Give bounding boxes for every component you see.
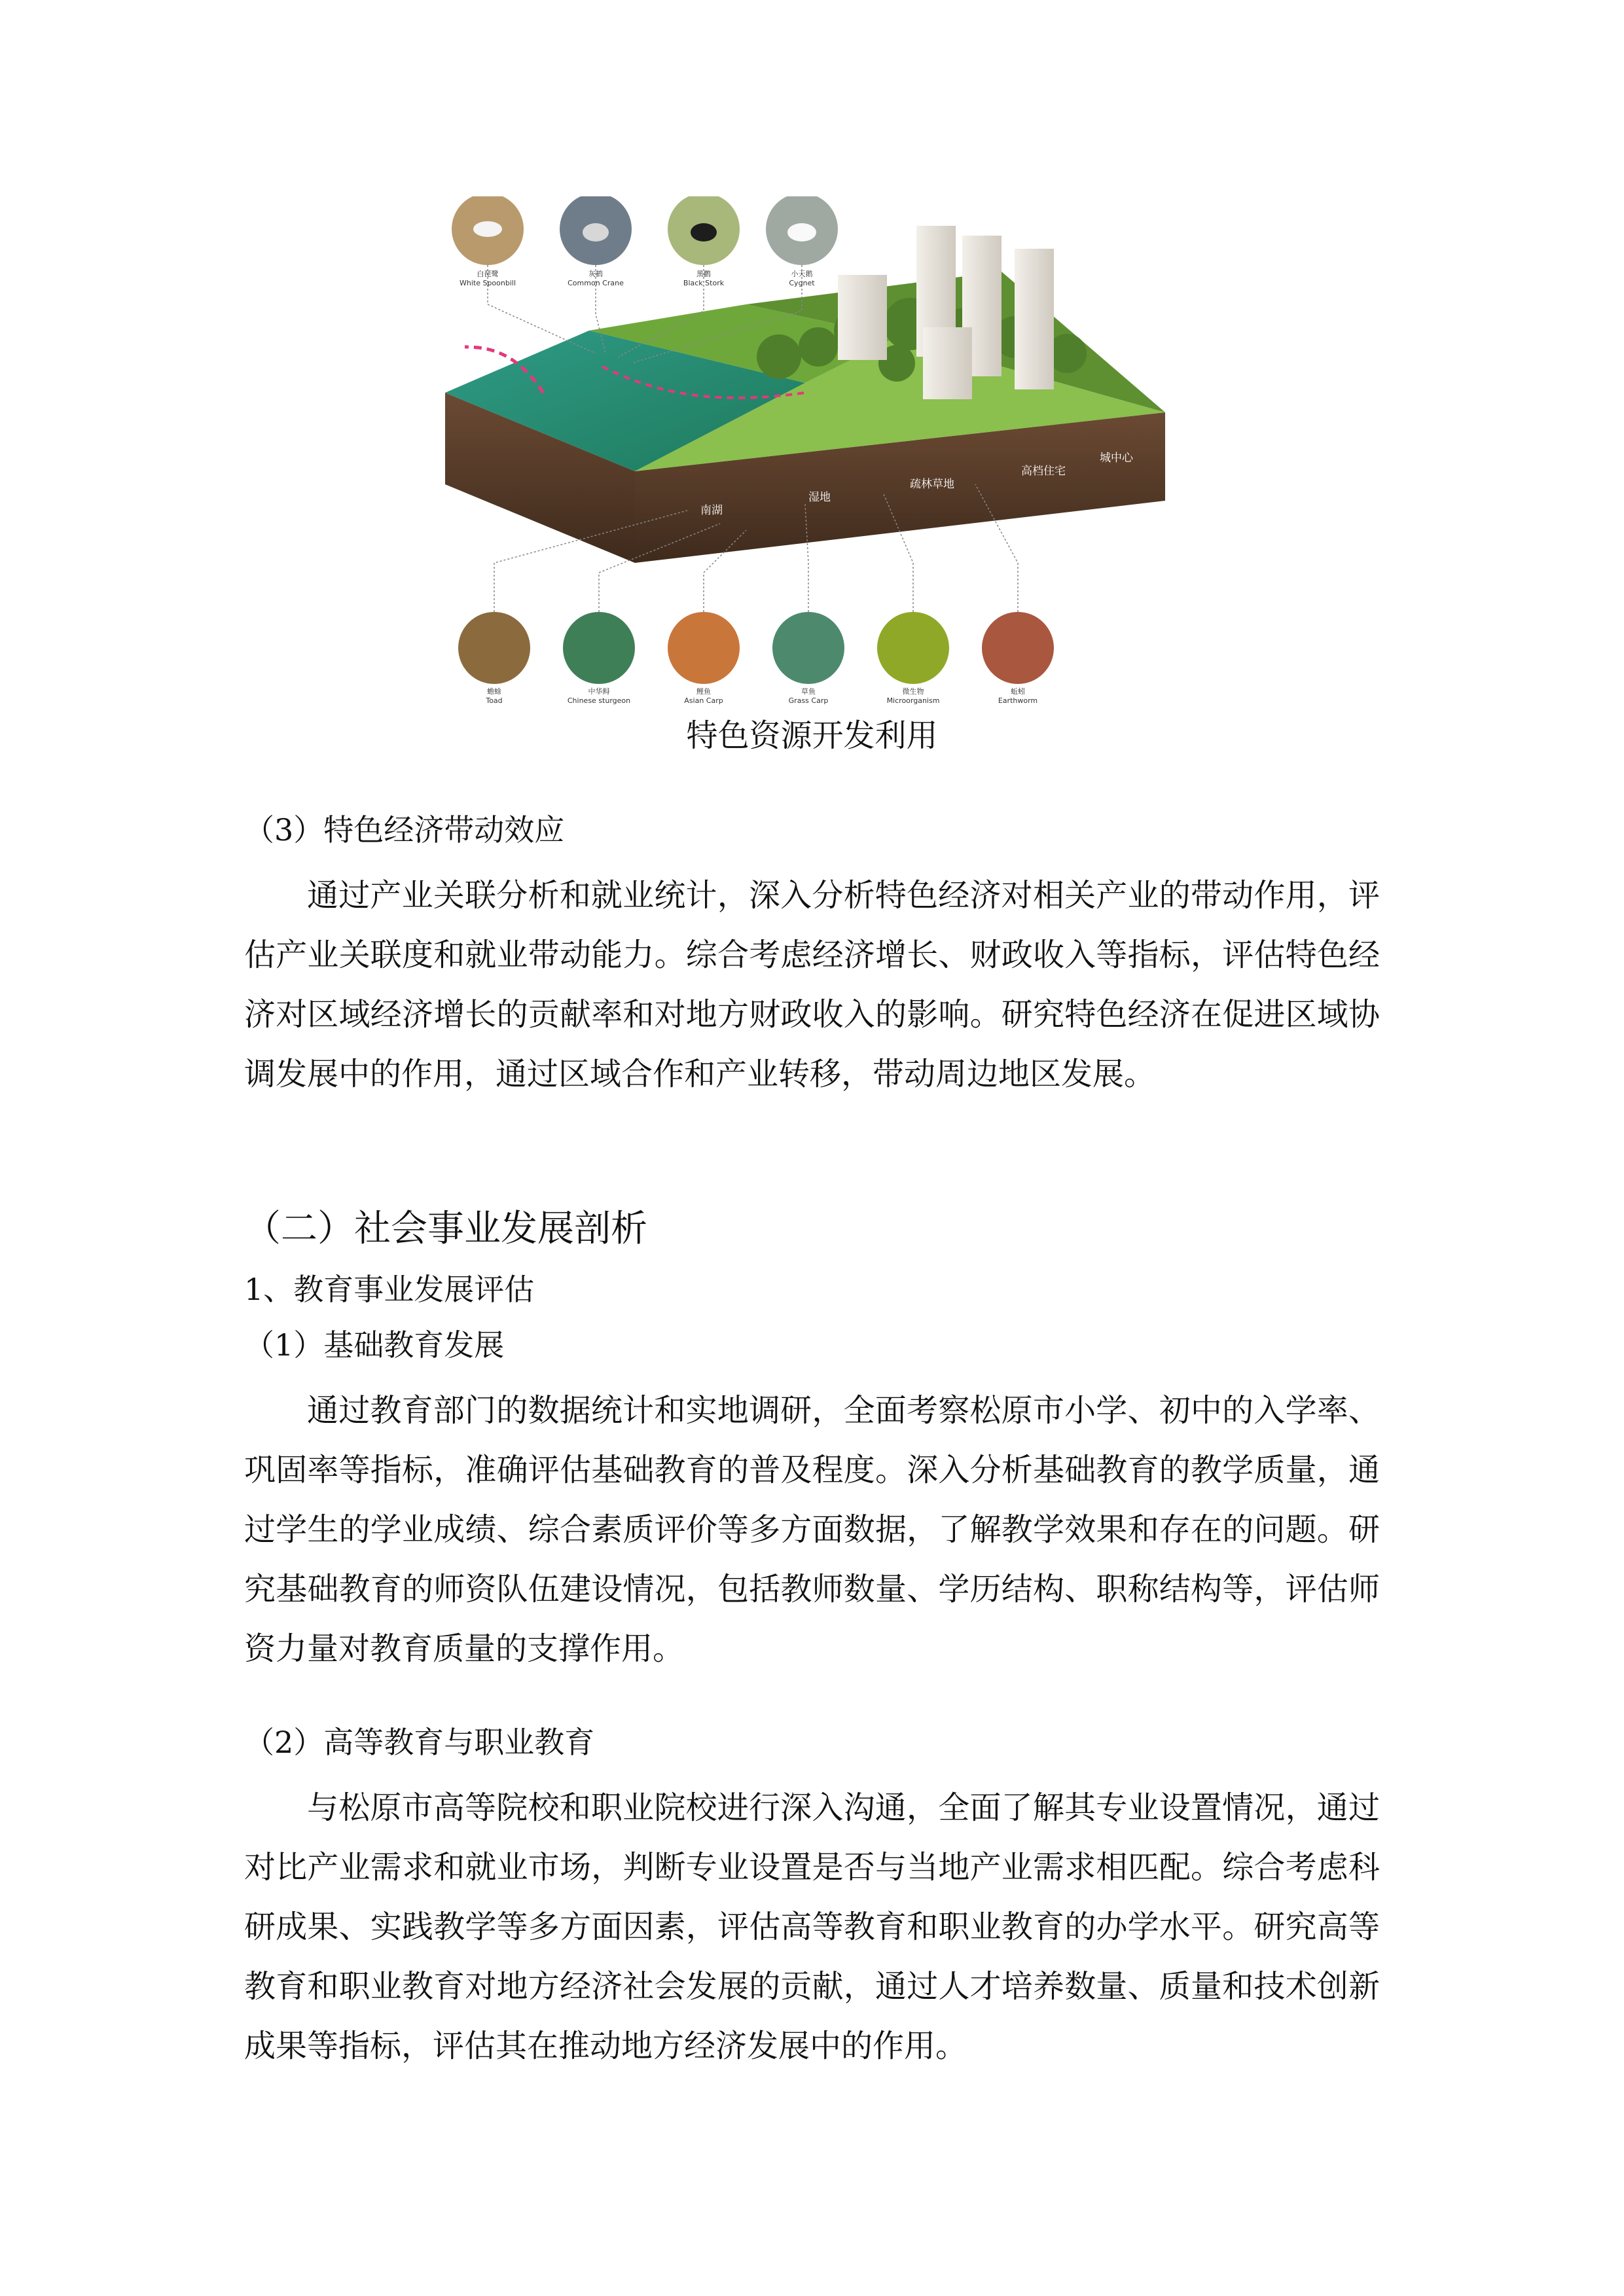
organism-label-cn: 中华鲟 [588, 687, 610, 696]
item-heading: （2）高等教育与职业教育 [244, 1725, 595, 1760]
bird-label-cn: 小天鹅 [791, 270, 813, 278]
carp-icon [668, 612, 740, 684]
bird-label-cn: 灰鹤 [588, 270, 603, 278]
bird-label-en: Black Stork [683, 279, 725, 287]
organism-label-cn: 微生物 [902, 687, 924, 696]
organism-label-en: Toad [486, 696, 503, 705]
subsection-title: 1、教育事业发展评估 [244, 1272, 535, 1307]
organism-label-en: Microorganism [886, 696, 940, 705]
paragraph: 通过产业关联分析和就业统计，深入分析特色经济对相关产业的带动作用，评估产业关联度和就业带动能力。综合考虑经济增长、财政收入等指标，评估特色经济对区域经济增长的贡献率和对地方财政收入的影响。研究特色经济在促进区域协调发展中的作用，通过区域合作和产业转移，带动周边地区发展。 [244, 877, 1380, 1092]
organism-label-en: Earthworm [998, 696, 1038, 705]
zone-label: 疏林草地 [910, 478, 954, 491]
bird-label-en: Cygnet [789, 279, 815, 287]
ecology-illustration [439, 196, 1191, 707]
organism-label-en: Asian Carp [684, 696, 723, 705]
organism-label-cn: 鲤鱼 [696, 687, 711, 696]
toad-icon [458, 612, 530, 684]
microorganism-icon [877, 612, 949, 684]
earthworm-icon [982, 612, 1054, 684]
item-heading: （1）基础教育发展 [244, 1327, 505, 1363]
zone-label: 湿地 [808, 491, 831, 504]
zone-label: 高档住宅 [1021, 465, 1066, 478]
organism-label-cn: 蚯蚓 [1011, 687, 1025, 696]
organism-label-en: Chinese sturgeon [567, 696, 631, 705]
organism-label-cn: 草鱼 [801, 687, 816, 696]
figure-caption: 特色资源开发利用 [686, 717, 938, 754]
grass-carp-icon [772, 612, 844, 684]
paragraph: 与松原市高等院校和职业院校进行深入沟通，全面了解其专业设置情况，通过对比产业需求和就业市场，判断专业设置是否与当地产业需求相匹配。综合考虑科研成果、实践教学等多方面因素，评估高等教育和职业教育的办学水平。研究高等教育和职业教育对地方经济社会发展的贡献，通过人才培养数量、质量和技术创新成果等指标，评估其在推动地方经济发展中的作用。 [244, 1789, 1380, 2064]
zone-label: 南湖 [700, 504, 723, 517]
bird-label-en: Common Crane [568, 279, 624, 287]
organism-label-cn: 蟾蜍 [487, 687, 501, 696]
bird-label-en: White Spoonbill [459, 279, 516, 287]
section-heading: （3）特色经济带动效应 [244, 812, 565, 848]
zone-label: 城中心 [1100, 452, 1133, 465]
bird-label-cn: 黑鹳 [696, 270, 711, 278]
bird-label-cn: 白琵鹭 [477, 270, 499, 278]
paragraph: 通过教育部门的数据统计和实地调研，全面考察松原市小学、初中的入学率、巩固率等指标，准确评估基础教育的普及程度。深入分析基础教育的教学质量，通过学生的学业成绩、综合素质评价等多方面数据，了解教学效果和存在的问题。研究基础教育的师资队伍建设情况，包括教师数量、学历结构、职称结构等，评估师资力量对教育质量的支撑作用。 [244, 1392, 1380, 1667]
section-title: （二）社会事业发展剖析 [244, 1208, 647, 1250]
organism-label-en: Grass Carp [788, 696, 829, 705]
sturgeon-icon [563, 612, 635, 684]
